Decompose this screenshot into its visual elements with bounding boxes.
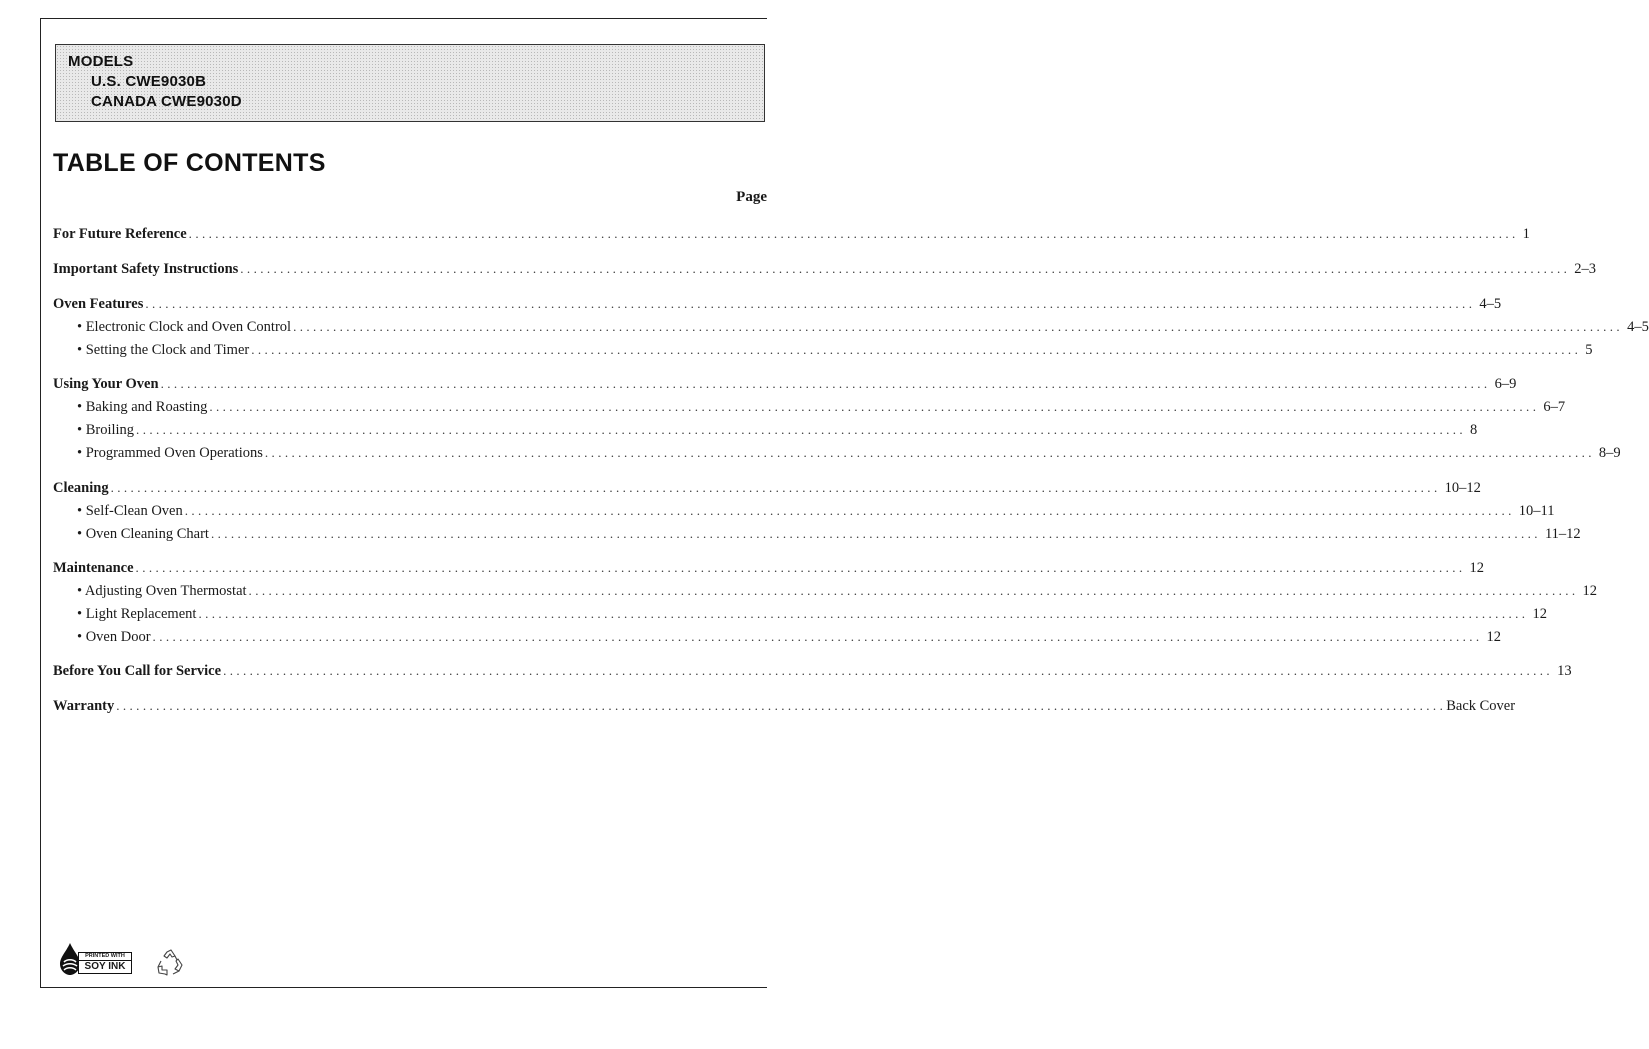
toc-entry-warranty [53, 697, 1516, 715]
toc-dots: ........................................................................................................................................................................................................ [293, 319, 1624, 334]
toc-entry-oven-features [53, 295, 1502, 313]
toc-entry-self-clean [77, 502, 1555, 520]
toc-dots: ........................................................................................................................................................................................................ [209, 399, 1540, 414]
soy-small-text: PRINTED WITH [79, 953, 131, 961]
soy-big-text: SOY INK [84, 961, 126, 972]
page-title: TABLE OF CONTENTS [53, 149, 326, 177]
footer-logos [57, 940, 197, 980]
toc-pages: 10–12 [1444, 480, 1481, 496]
toc-dots: ........................................................................................................................................................................................................ [240, 261, 1571, 276]
toc-pages: 11–12 [1544, 526, 1581, 542]
toc-entry-setting-clock [77, 341, 1593, 359]
toc-label: Before You Call for Service [53, 663, 222, 679]
models-heading: MODELS [68, 53, 134, 70]
models-canada: CANADA CWE9030D [91, 93, 242, 110]
toc-entry-thermostat [77, 582, 1598, 600]
toc-entry-before-service [53, 662, 1572, 680]
page-column-header: Page [736, 189, 767, 205]
toc-entry-baking [77, 398, 1566, 416]
toc-entry-oven-door [77, 628, 1502, 646]
toc-label: Warranty [53, 698, 115, 714]
toc-pages: 2–3 [1574, 261, 1597, 277]
toc-pages: 13 [1557, 663, 1572, 679]
toc-dots: ........................................................................................................................................................................................................ [145, 296, 1476, 311]
toc-pages: 4–5 [1627, 319, 1649, 335]
recycle-icon [155, 948, 187, 978]
toc-label: • Programmed Oven Operations [77, 445, 263, 461]
toc-entry-safety [53, 260, 1597, 278]
toc-entry-electronic-clock [77, 318, 1649, 336]
toc-label: Oven Features [53, 296, 144, 312]
toc-dots: ........................................................................................................................................................................................................ [160, 376, 1491, 391]
toc-entry-broiling [77, 421, 1478, 439]
toc-dots: ........................................................................................................................................................................................................ [110, 480, 1441, 495]
toc-dots: ........................................................................................................................................................................................................ [116, 698, 1447, 713]
toc-dots: ........................................................................................................................................................................................................ [136, 422, 1467, 437]
toc-dots: ........................................................................................................................................................................................................ [264, 445, 1595, 460]
toc-pages: 1 [1522, 226, 1530, 242]
toc-dots: ........................................................................................................................................................................................................ [223, 663, 1554, 678]
toc-entry-cleaning [53, 479, 1481, 497]
toc-pages: Back Cover [1446, 698, 1516, 714]
toc-dots: ........................................................................................................................................................................................................ [184, 503, 1515, 518]
toc-dots: ........................................................................................................................................................................................................ [152, 629, 1483, 644]
toc-label: • Electronic Clock and Oven Control [77, 319, 292, 335]
toc-dots: ........................................................................................................................................................................................................ [251, 342, 1582, 357]
soy-ink-label [78, 952, 132, 974]
toc-label: • Light Replacement [77, 606, 197, 622]
toc-label: Using Your Oven [53, 376, 159, 392]
toc-entry-future-reference [53, 225, 1530, 243]
toc-pages: 12 [1582, 583, 1598, 599]
toc-pages: 6–7 [1543, 399, 1566, 415]
toc-entry-using-oven [53, 375, 1517, 393]
toc-label: Maintenance [53, 560, 134, 576]
toc-pages: 12 [1469, 560, 1485, 576]
toc-label: Important Safety Instructions [53, 261, 239, 277]
toc-entry-maintenance [53, 559, 1485, 577]
models-box [55, 44, 765, 122]
toc-label: • Oven Door [77, 629, 151, 645]
soy-ink-logo [57, 940, 132, 978]
toc-entry-light [77, 605, 1547, 623]
toc-label: • Self-Clean Oven [77, 503, 183, 519]
toc-label: • Broiling [77, 422, 135, 438]
toc-dots: ........................................................................................................................................................................................................ [210, 526, 1541, 541]
toc-dots: ........................................................................................................................................................................................................ [248, 583, 1579, 598]
toc-pages: 6–9 [1494, 376, 1517, 392]
toc-dots: ........................................................................................................................................................................................................ [198, 606, 1529, 621]
toc-dots: ........................................................................................................................................................................................................ [188, 226, 1519, 241]
toc-label: For Future Reference [53, 226, 187, 242]
toc-entry-cleaning-chart [77, 525, 1581, 543]
toc-pages: 4–5 [1479, 296, 1502, 312]
toc-pages: 12 [1532, 606, 1547, 622]
toc-entry-programmed [77, 444, 1621, 462]
toc-label: • Baking and Roasting [77, 399, 208, 415]
toc-pages: 5 [1585, 342, 1593, 358]
toc-pages: 8–9 [1598, 445, 1621, 461]
toc-label: • Oven Cleaning Chart [77, 526, 209, 542]
toc-label: • Setting the Clock and Timer [77, 342, 250, 358]
toc-pages: 8 [1470, 422, 1478, 438]
toc-label: • Adjusting Oven Thermostat [77, 583, 247, 599]
toc-pages: 10–11 [1518, 503, 1555, 519]
toc-dots: ........................................................................................................................................................................................................ [135, 560, 1466, 575]
toc-label: Cleaning [53, 480, 109, 496]
toc-pages: 12 [1486, 629, 1502, 645]
models-us: U.S. CWE9030B [91, 73, 207, 90]
